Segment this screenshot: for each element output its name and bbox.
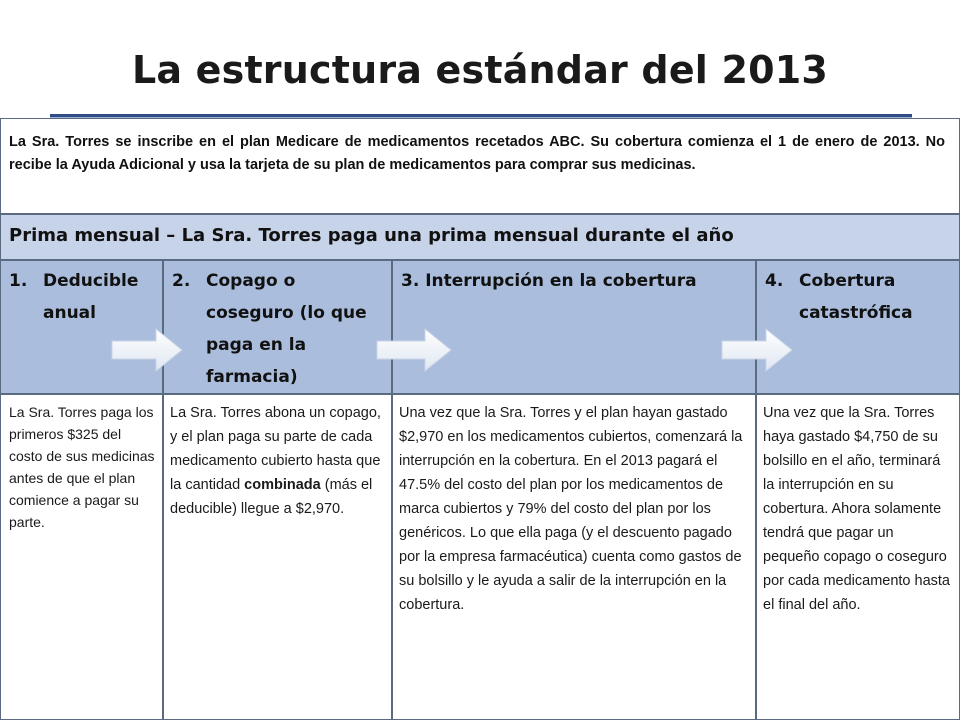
right-arrow-icon — [375, 327, 453, 373]
description-catastrophic: Una vez que la Sra. Torres haya gastado $4,750 de su bolsillo en el año, terminará la interrupción en su cobertura. Ahora solamente tendrá que pagar un pequeño copago o coseguro por cada medicamento hasta el final del año. — [756, 394, 960, 720]
stage-label: Copago o coseguro (lo que paga en la farmacia) — [206, 271, 367, 387]
stage-label: 3. Interrupción en la cobertura — [401, 271, 697, 291]
stage-header-copay — [163, 260, 392, 394]
stage-label: Cobertura catastrófica — [799, 271, 913, 323]
description-emphasis: combinada — [244, 477, 321, 493]
page-title: La estructura estándar del 2013 — [131, 48, 829, 92]
stage-label: Deducible anual — [43, 271, 139, 323]
description-coverage-gap: Una vez que la Sra. Torres y el plan hayan gastado $2,970 en los medicamentos cubiertos, comenzará la interrupción en la cobertura. En el 2013 pagará el 47.5% del costo del plan por los medicamentos de marca cubiertos y 79% del costo del plan por los genéricos. Lo que ella paga (y el descuento pagado por la empresa farmacéutica) cuenta como gastos de su bolsillo y le ayuda a salir de la interrupción en la cobertura. — [392, 394, 756, 720]
stage-number: 4. — [765, 271, 784, 291]
premium-row: Prima mensual – La Sra. Torres paga una prima mensual durante el año — [0, 214, 960, 260]
intro-text: La Sra. Torres se inscribe en el plan Medicare de medicamentos recetados ABC. Su cobertura comienza el 1 de enero de 2013. No recibe la Ayuda Adicional y usa la tarjeta de su plan de medicamentos para comprar sus medicinas. — [0, 118, 960, 214]
description-copay — [163, 394, 392, 720]
description-text: La Sra. Torres abona un copago, y el plan paga su parte de cada medicamento cubierto hasta que la cantidad — [170, 405, 381, 493]
right-arrow-icon — [720, 327, 794, 373]
stage-number: 1. — [9, 271, 28, 291]
description-text: (más el deducible) llegue a $2,970. — [170, 477, 373, 517]
right-arrow-icon — [110, 327, 184, 373]
description-deductible: La Sra. Torres paga los primeros $325 del costo de sus medicinas antes de que el plan comience a pagar su parte. — [0, 394, 163, 720]
stage-number: 2. — [172, 271, 191, 291]
